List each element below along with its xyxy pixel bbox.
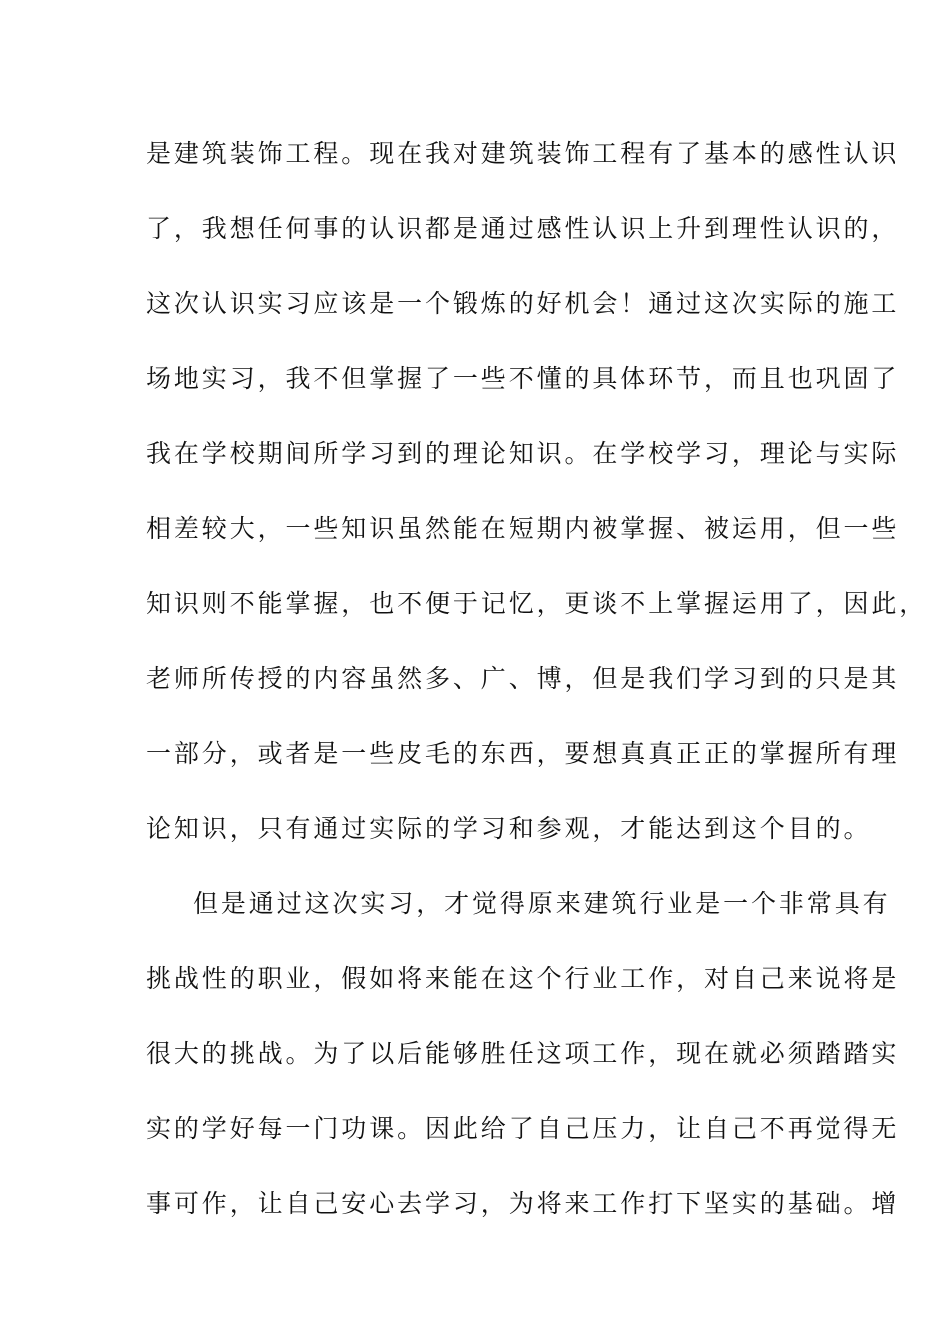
text-line-15: 事可作，让自己安心去学习，为将来工作打下坚实的基础。增 <box>146 1189 900 1218</box>
text-line-1: 是建筑装饰工程。现在我对建筑装饰工程有了基本的感性认识 <box>146 139 900 168</box>
text-line-3: 这次认识实习应该是一个锻炼的好机会！通过这次实际的施工 <box>146 289 900 318</box>
text-line-9: 一部分，或者是一些皮毛的东西，要想真真正正的掌握所有理 <box>146 739 900 768</box>
text-line-10: 论知识，只有通过实际的学习和参观，才能达到这个目的。 <box>146 814 872 843</box>
text-line-6: 相差较大，一些知识虽然能在短期内被掌握、被运用，但一些 <box>146 514 900 543</box>
text-line-13: 很大的挑战。为了以后能够胜任这项工作，现在就必须踏踏实 <box>146 1039 900 1068</box>
text-line-4: 场地实习，我不但掌握了一些不懂的具体环节，而且也巩固了 <box>146 364 900 393</box>
text-line-8: 老师所传授的内容虽然多、广、博，但是我们学习到的只是其 <box>146 664 900 693</box>
text-line-7: 知识则不能掌握，也不便于记忆，更谈不上掌握运用了，因此， <box>146 589 928 618</box>
text-line-5: 我在学校期间所学习到的理论知识。在学校学习，理论与实际 <box>146 439 900 468</box>
text-line-14: 实的学好每一门功课。因此给了自己压力，让自己不再觉得无 <box>146 1114 900 1143</box>
text-line-12: 挑战性的职业，假如将来能在这个行业工作，对自己来说将是 <box>146 964 900 993</box>
text-line-2: 了，我想任何事的认识都是通过感性认识上升到理性认识的， <box>146 214 900 243</box>
paragraph-start-line: 但是通过这次实习，才觉得原来建筑行业是一个非常具有 <box>193 889 891 918</box>
